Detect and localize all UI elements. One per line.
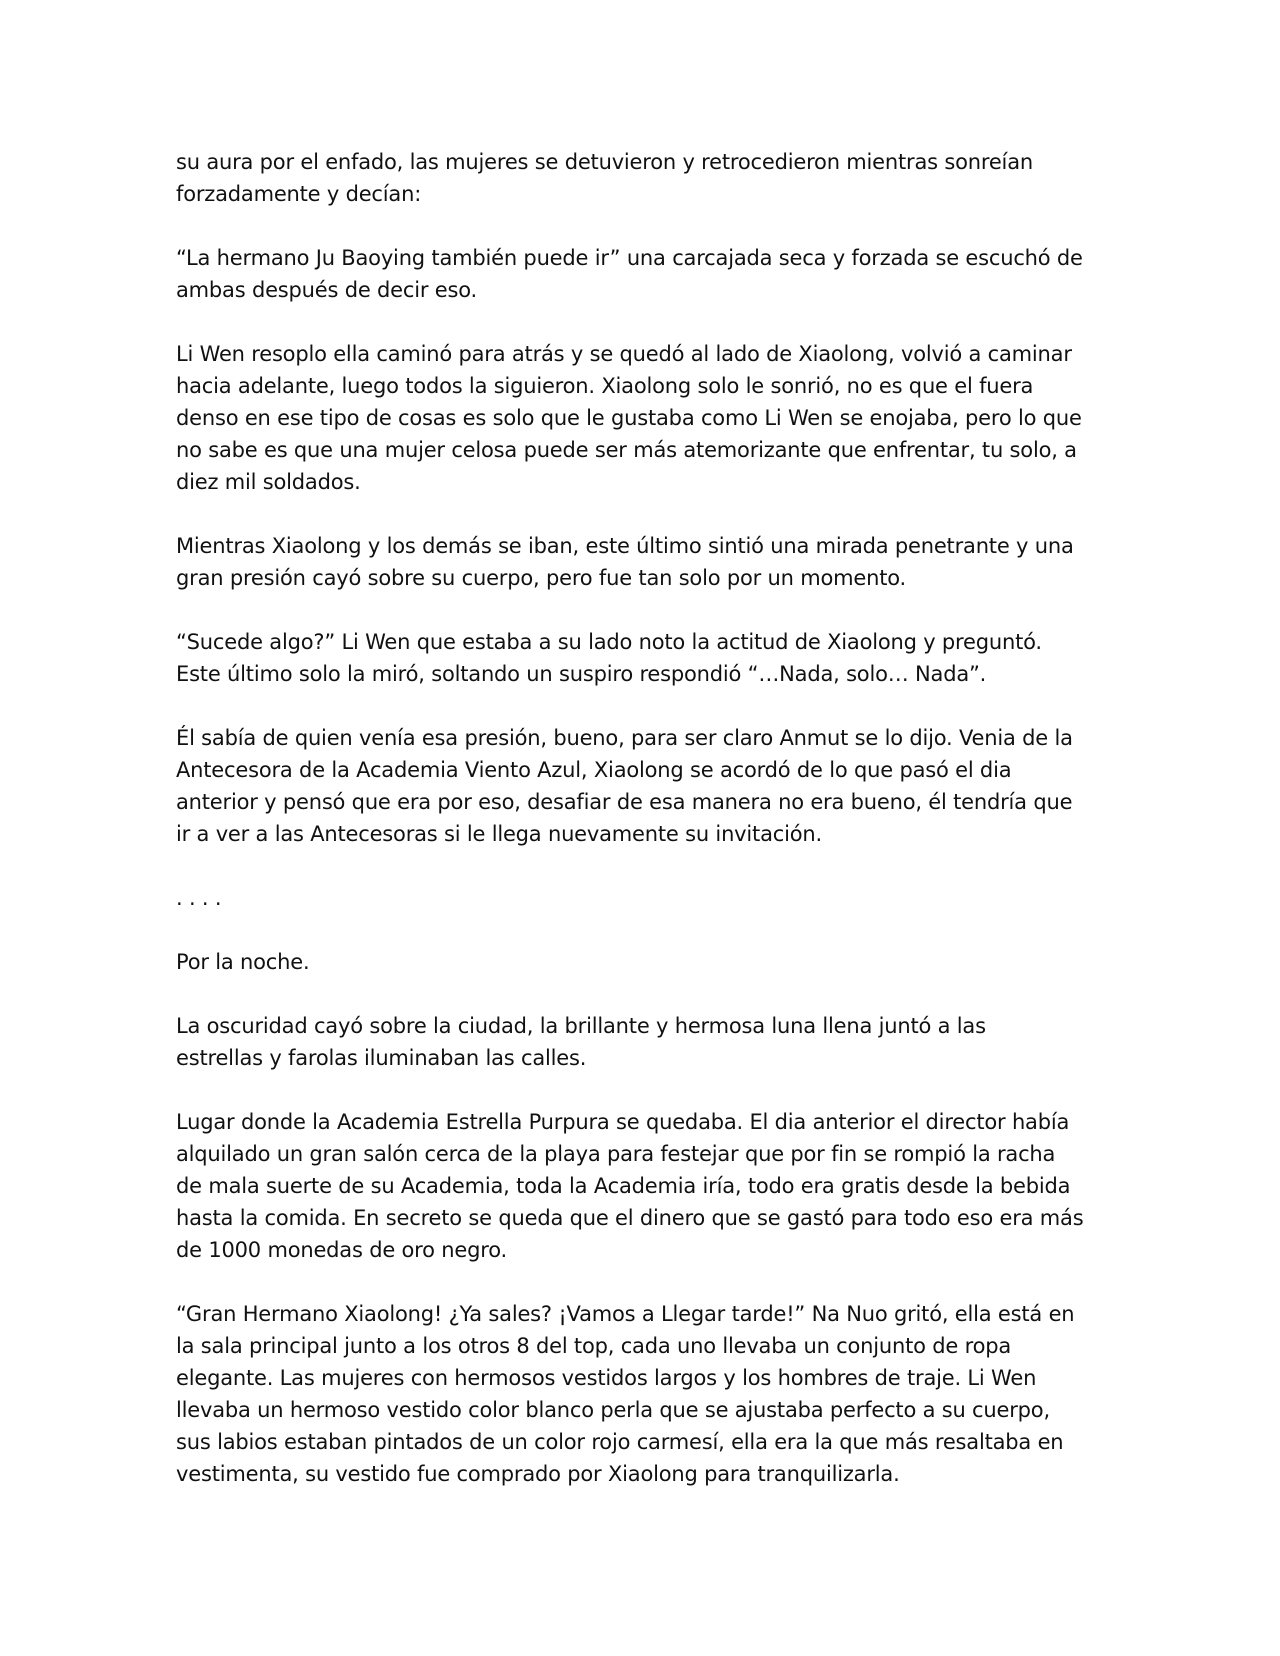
paragraph: Li Wen resoplo ella caminó para atrás y se quedó al lado de Xiaolong, volvió a caminar hacia adelante, luego todos la siguieron. Xiaolong solo le sonrió, no es que el fuera denso en ese tipo de cosas es solo que le gustaba como Li Wen se enojaba, pero lo que no sabe es que una mujer celosa puede ser más atemorizante que enfrentar, tu solo, a diez mil soldados. [176,342,1082,494]
paragraph: “La hermano Ju Baoying también puede ir” una carcajada seca y forzada se escuchó de ambas después de decir eso. [176,246,1083,302]
paragraph: Mientras Xiaolong y los demás se iban, este último sintió una mirada penetrante y una gran presión cayó sobre su cuerpo, pero fue tan solo por un momento. [176,534,1074,590]
paragraph: Lugar donde la Academia Estrella Purpura se quedaba. El dia anterior el director había alquilado un gran salón cerca de la playa para festejar que por fin se rompió la racha de mala suerte de su Academia, toda la Academia iría, todo era gratis desde la bebida hasta la comida. En secreto se queda que el dinero que se gastó para todo eso era más de 1000 monedas de oro negro. [176,1110,1084,1262]
document-body [176,146,1096,1522]
paragraph: Él sabía de quien venía esa presión, bueno, para ser claro Anmut se lo dijo. Venia de la Antecesora de la Academia Viento Azul, Xiaolong se acordó de lo que pasó el dia anterior y pensó que era por eso, desafiar de esa manera no era bueno, él tendría que ir a ver a las Antecesoras si le llega nuevamente su invitación. [176,726,1073,846]
paragraph: “Gran Hermano Xiaolong! ¿Ya sales? ¡Vamos a Llegar tarde!” Na Nuo gritó, ella está en la sala principal junto a los otros 8 del top, cada uno llevaba un conjunto de ropa elegante. Las mujeres con hermosos vestidos largos y los hombres de traje. Li Wen llevaba un hermoso vestido color blanco perla que se ajustaba perfecto a su cuerpo, sus labios estaban pintados de un color rojo carmesí, ella era la que más resaltaba en vestimenta, su vestido fue comprado por Xiaolong para tranquilizarla. [176,1302,1075,1486]
paragraph: Por la noche. [176,950,310,974]
paragraph: “Sucede algo?” Li Wen que estaba a su lado noto la actitud de Xiaolong y preguntó. Este último solo la miró, soltando un suspiro respondió “…Nada, solo… Nada”. [176,630,1042,686]
scene-break: . . . . [176,886,222,910]
paragraph: su aura por el enfado, las mujeres se detuvieron y retrocedieron mientras sonreían forzadamente y decían: [176,150,1033,206]
paragraph: La oscuridad cayó sobre la ciudad, la brillante y hermosa luna llena juntó a las estrellas y farolas iluminaban las calles. [176,1014,986,1070]
